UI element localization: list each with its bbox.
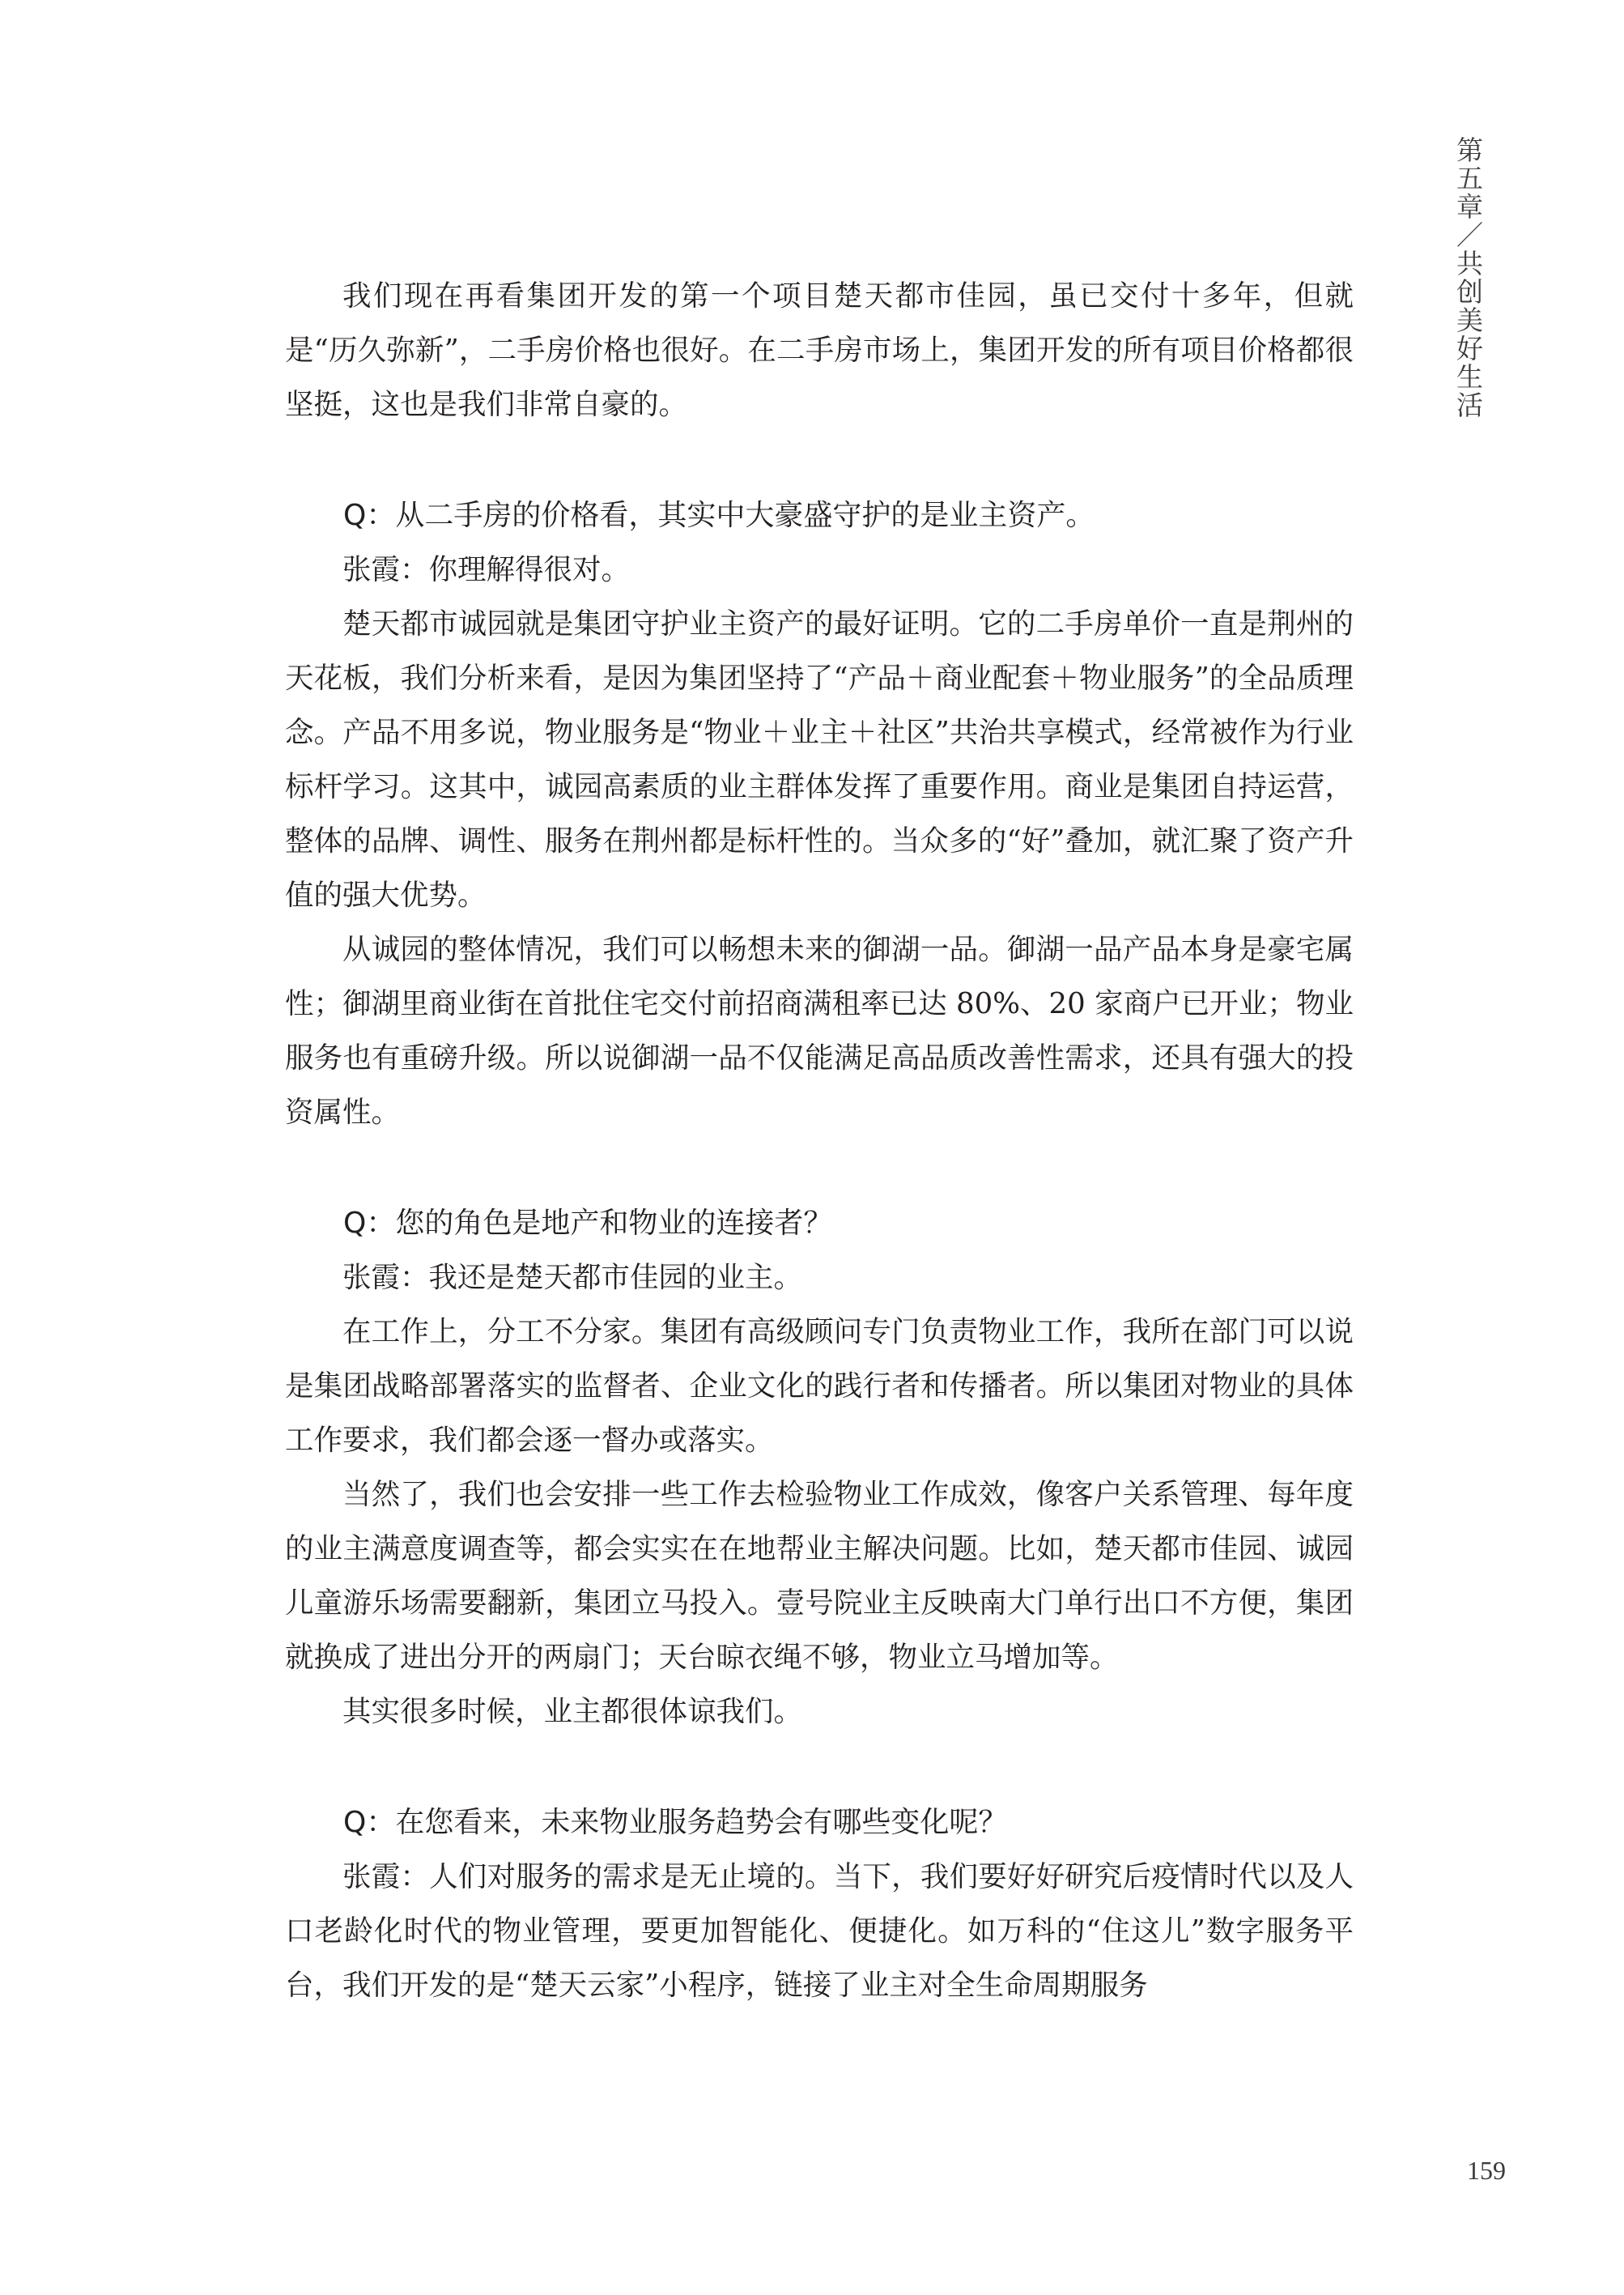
paragraph: 张霞：人们对服务的需求是无止境的。当下，我们要好好研究后疫情时代以及人口老龄化时代的物业管理，要更加智能化、便捷化。如万科的“住这儿”数字服务平台，我们开发的是“楚天云家”小程序，链接了业主对全生命周期服务	[285, 1860, 1354, 2002]
page-body	[285, 269, 1354, 2012]
paragraph: 我们现在再看集团开发的第一个项目楚天都市佳园，虽已交付十多年，但就是“历久弥新”，二手房价格也很好。在二手房市场上，集团开发的所有项目价格都很坚挺，这也是我们非常自豪的。	[285, 279, 1354, 421]
question-heading: Q：您的角色是地产和物业的连接者？	[343, 1207, 833, 1240]
chapter-running-head: 第五章／共创美好生活	[1452, 136, 1484, 419]
paragraph: 其实很多时候，业主都很体谅我们。	[342, 1695, 803, 1728]
paragraph: 从诚园的整体情况，我们可以畅想未来的御湖一品。御湖一品产品本身是豪宅属性；御湖里商业街在首批住宅交付前招商满租率已达 80%、20 家商户已开业；物业服务也有重磅升级。所以说御湖一品不仅能满足高品质改善性需求，还具有强大的投资属性。	[285, 933, 1354, 1129]
paragraph: 楚天都市诚园就是集团守护业主资产的最好证明。它的二手房单价一直是荆州的天花板，我们分析来看，是因为集团坚持了“产品＋商业配套＋物业服务”的全品质理念。产品不用多说，物业服务是“物业＋业主＋社区”共治共享模式，经常被作为行业标杆学习。这其中，诚园高素质的业主群体发挥了重要作用。商业是集团自持运营，整体的品牌、调性、服务在荆州都是标杆性的。当众多的“好”叠加，就汇聚了资产升值的强大优势。	[285, 607, 1354, 912]
page-number: 159	[1467, 2156, 1506, 2185]
paragraph: 张霞：你理解得很对。	[342, 553, 631, 586]
question-heading: Q：从二手房的价格看，其实中大豪盛守护的是业主资产。	[343, 499, 1095, 532]
paragraph: 在工作上，分工不分家。集团有高级顾问专门负责物业工作，我所在部门可以说是集团战略部署落实的监督者、企业文化的践行者和传播者。所以集团对物业的具体工作要求，我们都会逐一督办或落实。	[285, 1315, 1354, 1457]
question-heading: Q：在您看来，未来物业服务趋势会有哪些变化呢？	[343, 1806, 1008, 1839]
paragraph: 张霞：我还是楚天都市佳园的业主。	[342, 1261, 803, 1294]
paragraph: 当然了，我们也会安排一些工作去检验物业工作成效，像客户关系管理、每年度的业主满意度调查等，都会实实在在地帮业主解决问题。比如，楚天都市佳园、诚园儿童游乐场需要翻新，集团立马投入。壹号院业主反映南大门单行出口不方便，集团就换成了进出分开的两扇门；天台晾衣绳不够，物业立马增加等。	[285, 1478, 1354, 1674]
